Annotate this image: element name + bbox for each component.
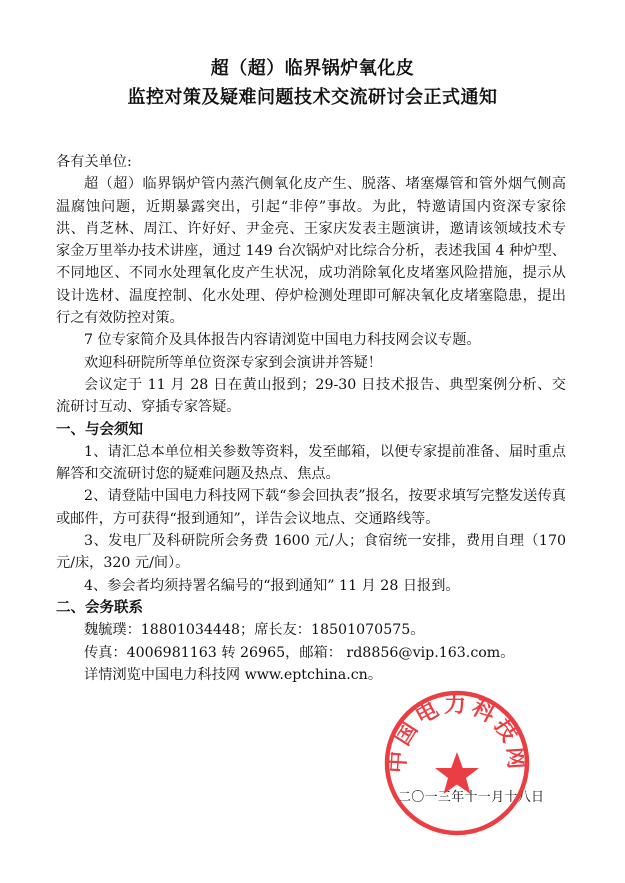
issue-date: 二〇一三年十一月十八日 <box>398 790 545 805</box>
contact-fax-email: 传真：4006981163 转 26965，邮箱： rd8856@vip.163.com。 <box>84 644 515 661</box>
notes-item-3: 3、发电厂及科研院所会务费 1600 元/人；食宿统一安排，费用自理（170 元/床，320 元/间）。 <box>56 533 566 572</box>
paragraph-experts: 7 位专家简介及具体报告内容请浏览中国电力科技网会议专题。 <box>84 332 481 349</box>
contact-website: 详情浏览中国电力科技网 www.eptchina.cn。 <box>84 666 383 683</box>
notes-item-1: 1、请汇总本单位相关参数等资料，发至邮箱，以便专家提前准备、届时重点解答和交流研讨您的疑难问题及热点、焦点。 <box>56 443 566 483</box>
section-heading-notes: 一、与会须知 <box>56 421 143 438</box>
official-seal-stamp <box>382 688 532 838</box>
notes-item-2: 2、请登陆中国电力科技网下载“参会回执表”报名，按要求填写完整发送传真或邮件，方可获得“报到通知”，详告会议地点、交通路线等。 <box>56 488 566 527</box>
salutation: 各有关单位: <box>56 154 132 170</box>
paragraph-schedule: 会议定于 11 月 28 日在黄山报到；29-30 日技术报告、典型案例分析、交流研讨互动、穿插专家答疑。 <box>56 376 566 416</box>
contact-phones: 魏毓璞：18801034448；席长友：18501070575。 <box>84 622 425 639</box>
paragraph-intro: 超（超）临界锅炉管内蒸汽侧氧化皮产生、脱落、堵塞爆管和管外烟气侧高温腐蚀问题，近期暴露突出，引起“非停”事故。为此，特邀请国内资深专家徐洪、肖芝林、周江、许好好、尹金亮、王家庆发表主题演讲，邀请该领域技术专家金万里举办技术讲座，通过 149 台次锅炉对比综合分析，表述我国 4 种炉型、不同地区、不同水处理氧化皮产生状况，成功消除氧化皮堵塞风险措施，提示从设计选材、温度控制、化水处理、停炉检测处理即可解决氧化皮堵塞隐患，提出行之有效防控对策。 <box>56 176 566 327</box>
paragraph-welcome: 欢迎科研院所等单位资深专家到会演讲并答疑！ <box>84 354 382 371</box>
seal-star-icon <box>435 752 479 794</box>
title-line-1: 超（超）临界锅炉氧化皮 <box>210 58 415 79</box>
notice-body <box>56 151 566 686</box>
notes-item-4: 4、参会者均须持署名编号的“报到通知” 11 月 28 日报到。 <box>84 577 460 594</box>
svg-text:中国电力科技网: 中国电力科技网 <box>385 692 529 774</box>
section-heading-contact: 二、会务联系 <box>56 599 143 616</box>
title-line-2: 监控对策及疑难问题技术交流研讨会正式通知 <box>127 87 498 108</box>
